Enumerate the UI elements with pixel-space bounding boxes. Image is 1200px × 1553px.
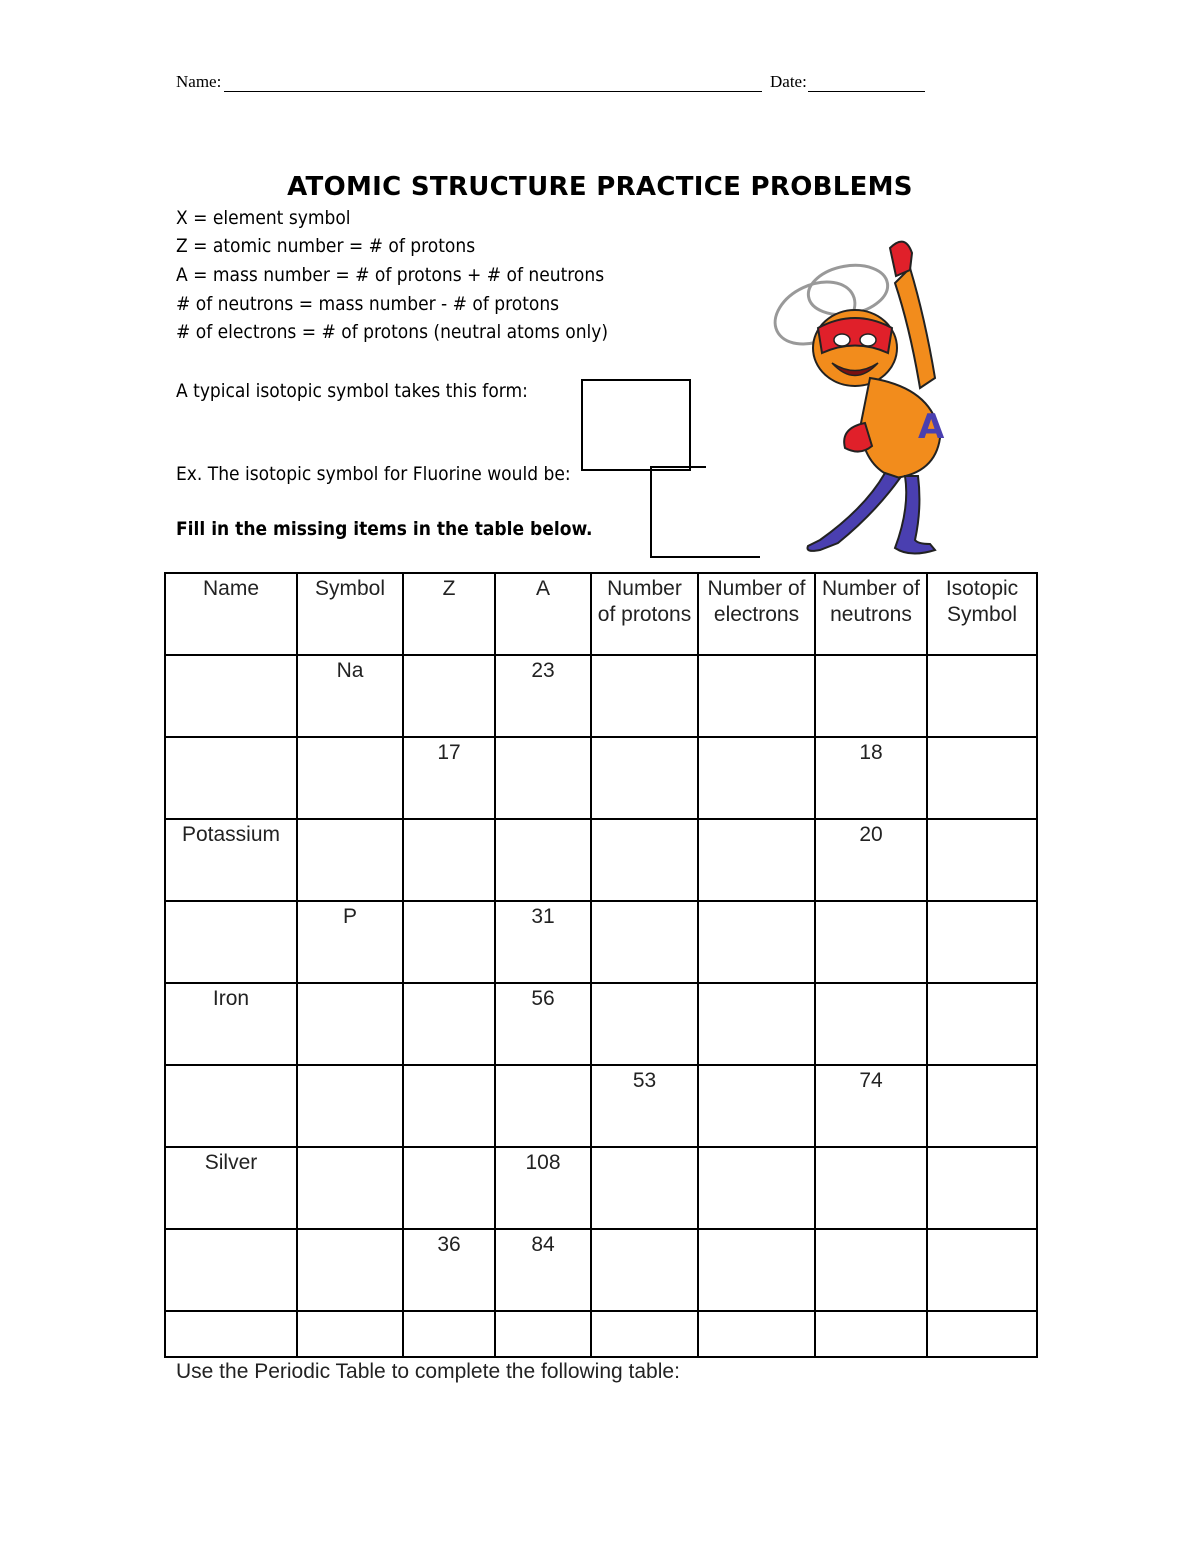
cell-neutrons[interactable] (815, 1311, 927, 1357)
fluorine-box-left-edge (650, 466, 652, 558)
cell-name[interactable] (165, 1065, 297, 1147)
cell-electrons[interactable] (698, 655, 815, 737)
page-title: ATOMIC STRUCTURE PRACTICE PROBLEMS (287, 172, 913, 202)
instruction-text: Fill in the missing items in the table below. (176, 518, 593, 540)
cell-symbol: Na (297, 655, 403, 737)
isotopic-form-box[interactable] (581, 379, 691, 471)
table-header-row (165, 573, 1037, 655)
cell-protons[interactable] (591, 655, 698, 737)
cell-protons: 53 (591, 1065, 698, 1147)
cell-z: 17 (403, 737, 495, 819)
cell-a[interactable] (495, 1065, 591, 1147)
cell-isotopic-symbol[interactable] (927, 1065, 1037, 1147)
cell-electrons[interactable] (698, 1065, 815, 1147)
cell-electrons[interactable] (698, 819, 815, 901)
fluorine-box-bottom-edge[interactable] (650, 556, 760, 558)
cell-z[interactable] (403, 1065, 495, 1147)
svg-text:A: A (918, 407, 945, 447)
cell-name[interactable] (165, 1311, 297, 1357)
definition-mass-number: A = mass number = # of protons + # of neutrons (176, 264, 605, 286)
cell-name: Iron (165, 983, 297, 1065)
cell-isotopic-symbol[interactable] (927, 901, 1037, 983)
cell-symbol[interactable] (297, 1065, 403, 1147)
mascot-icon (760, 228, 980, 558)
table-row (165, 983, 1037, 1065)
cell-protons[interactable] (591, 901, 698, 983)
cell-neutrons: 20 (815, 819, 927, 901)
cell-neutrons[interactable] (815, 983, 927, 1065)
column-header-isotopic-symbol: Isotopic Symbol (927, 573, 1037, 655)
cell-a: 56 (495, 983, 591, 1065)
cell-name[interactable] (165, 655, 297, 737)
date-label: Date: (770, 72, 807, 91)
column-header-symbol: Symbol (297, 573, 403, 655)
cell-symbol[interactable] (297, 1229, 403, 1311)
cell-isotopic-symbol[interactable] (927, 737, 1037, 819)
cell-protons[interactable] (591, 1311, 698, 1357)
date-field-line[interactable] (808, 91, 925, 92)
cell-symbol[interactable] (297, 819, 403, 901)
cell-name: Potassium (165, 819, 297, 901)
table-row (165, 655, 1037, 737)
cell-electrons[interactable] (698, 901, 815, 983)
cell-isotopic-symbol[interactable] (927, 1229, 1037, 1311)
cell-electrons[interactable] (698, 737, 815, 819)
cell-z[interactable] (403, 819, 495, 901)
column-header-neutrons: Number of neutrons (815, 573, 927, 655)
cell-neutrons[interactable] (815, 1147, 927, 1229)
definition-neutrons: # of neutrons = mass number - # of protons (176, 293, 560, 315)
cell-electrons[interactable] (698, 983, 815, 1065)
cell-z[interactable] (403, 1311, 495, 1357)
cell-protons[interactable] (591, 983, 698, 1065)
cell-isotopic-symbol[interactable] (927, 655, 1037, 737)
cell-z[interactable] (403, 983, 495, 1065)
example-text: Ex. The isotopic symbol for Fluorine would be: (176, 463, 571, 485)
cell-symbol: P (297, 901, 403, 983)
cell-electrons[interactable] (698, 1311, 815, 1357)
cell-a: 84 (495, 1229, 591, 1311)
cell-neutrons: 74 (815, 1065, 927, 1147)
column-header-name: Name (165, 573, 297, 655)
cell-symbol[interactable] (297, 737, 403, 819)
cell-protons[interactable] (591, 819, 698, 901)
cell-symbol[interactable] (297, 983, 403, 1065)
atomic-structure-table (164, 572, 1038, 1358)
cell-z[interactable] (403, 655, 495, 737)
name-field-line[interactable] (224, 91, 762, 92)
cell-electrons[interactable] (698, 1229, 815, 1311)
column-header-a: A (495, 573, 591, 655)
cell-isotopic-symbol[interactable] (927, 819, 1037, 901)
cell-a[interactable] (495, 1311, 591, 1357)
table-row (165, 819, 1037, 901)
cell-z[interactable] (403, 901, 495, 983)
cell-neutrons[interactable] (815, 655, 927, 737)
cell-neutrons[interactable] (815, 1229, 927, 1311)
definition-element-symbol: X = element symbol (176, 207, 351, 229)
cell-isotopic-symbol[interactable] (927, 1311, 1037, 1357)
cell-symbol[interactable] (297, 1311, 403, 1357)
cell-a: 108 (495, 1147, 591, 1229)
cell-neutrons[interactable] (815, 901, 927, 983)
isotopic-form-text: A typical isotopic symbol takes this form: (176, 380, 528, 402)
column-header-protons: Number of protons (591, 573, 698, 655)
table-row (165, 1147, 1037, 1229)
cell-name[interactable] (165, 901, 297, 983)
cell-neutrons: 18 (815, 737, 927, 819)
cell-name: Silver (165, 1147, 297, 1229)
cell-name[interactable] (165, 1229, 297, 1311)
table-row (165, 1065, 1037, 1147)
cell-a: 23 (495, 655, 591, 737)
definition-atomic-number: Z = atomic number = # of protons (176, 235, 476, 257)
cell-z[interactable] (403, 1147, 495, 1229)
cell-protons[interactable] (591, 1229, 698, 1311)
cell-electrons[interactable] (698, 1147, 815, 1229)
cell-a: 31 (495, 901, 591, 983)
cell-isotopic-symbol[interactable] (927, 1147, 1037, 1229)
cell-a[interactable] (495, 819, 591, 901)
cell-symbol[interactable] (297, 1147, 403, 1229)
footer-instruction: Use the Periodic Table to complete the following table: (176, 1360, 680, 1383)
column-header-z: Z (403, 573, 495, 655)
name-label: Name: (176, 72, 222, 91)
cell-isotopic-symbol[interactable] (927, 983, 1037, 1065)
table-row (165, 1229, 1037, 1311)
cell-protons[interactable] (591, 737, 698, 819)
cell-protons[interactable] (591, 1147, 698, 1229)
definition-electrons: # of electrons = # of protons (neutral atoms only) (176, 321, 609, 343)
cell-name[interactable] (165, 737, 297, 819)
table-row (165, 737, 1037, 819)
cell-z: 36 (403, 1229, 495, 1311)
fluorine-box-top-edge (652, 466, 706, 468)
cell-a[interactable] (495, 737, 591, 819)
table-row (165, 901, 1037, 983)
table-row (165, 1311, 1037, 1357)
column-header-electrons: Number of electrons (698, 573, 815, 655)
